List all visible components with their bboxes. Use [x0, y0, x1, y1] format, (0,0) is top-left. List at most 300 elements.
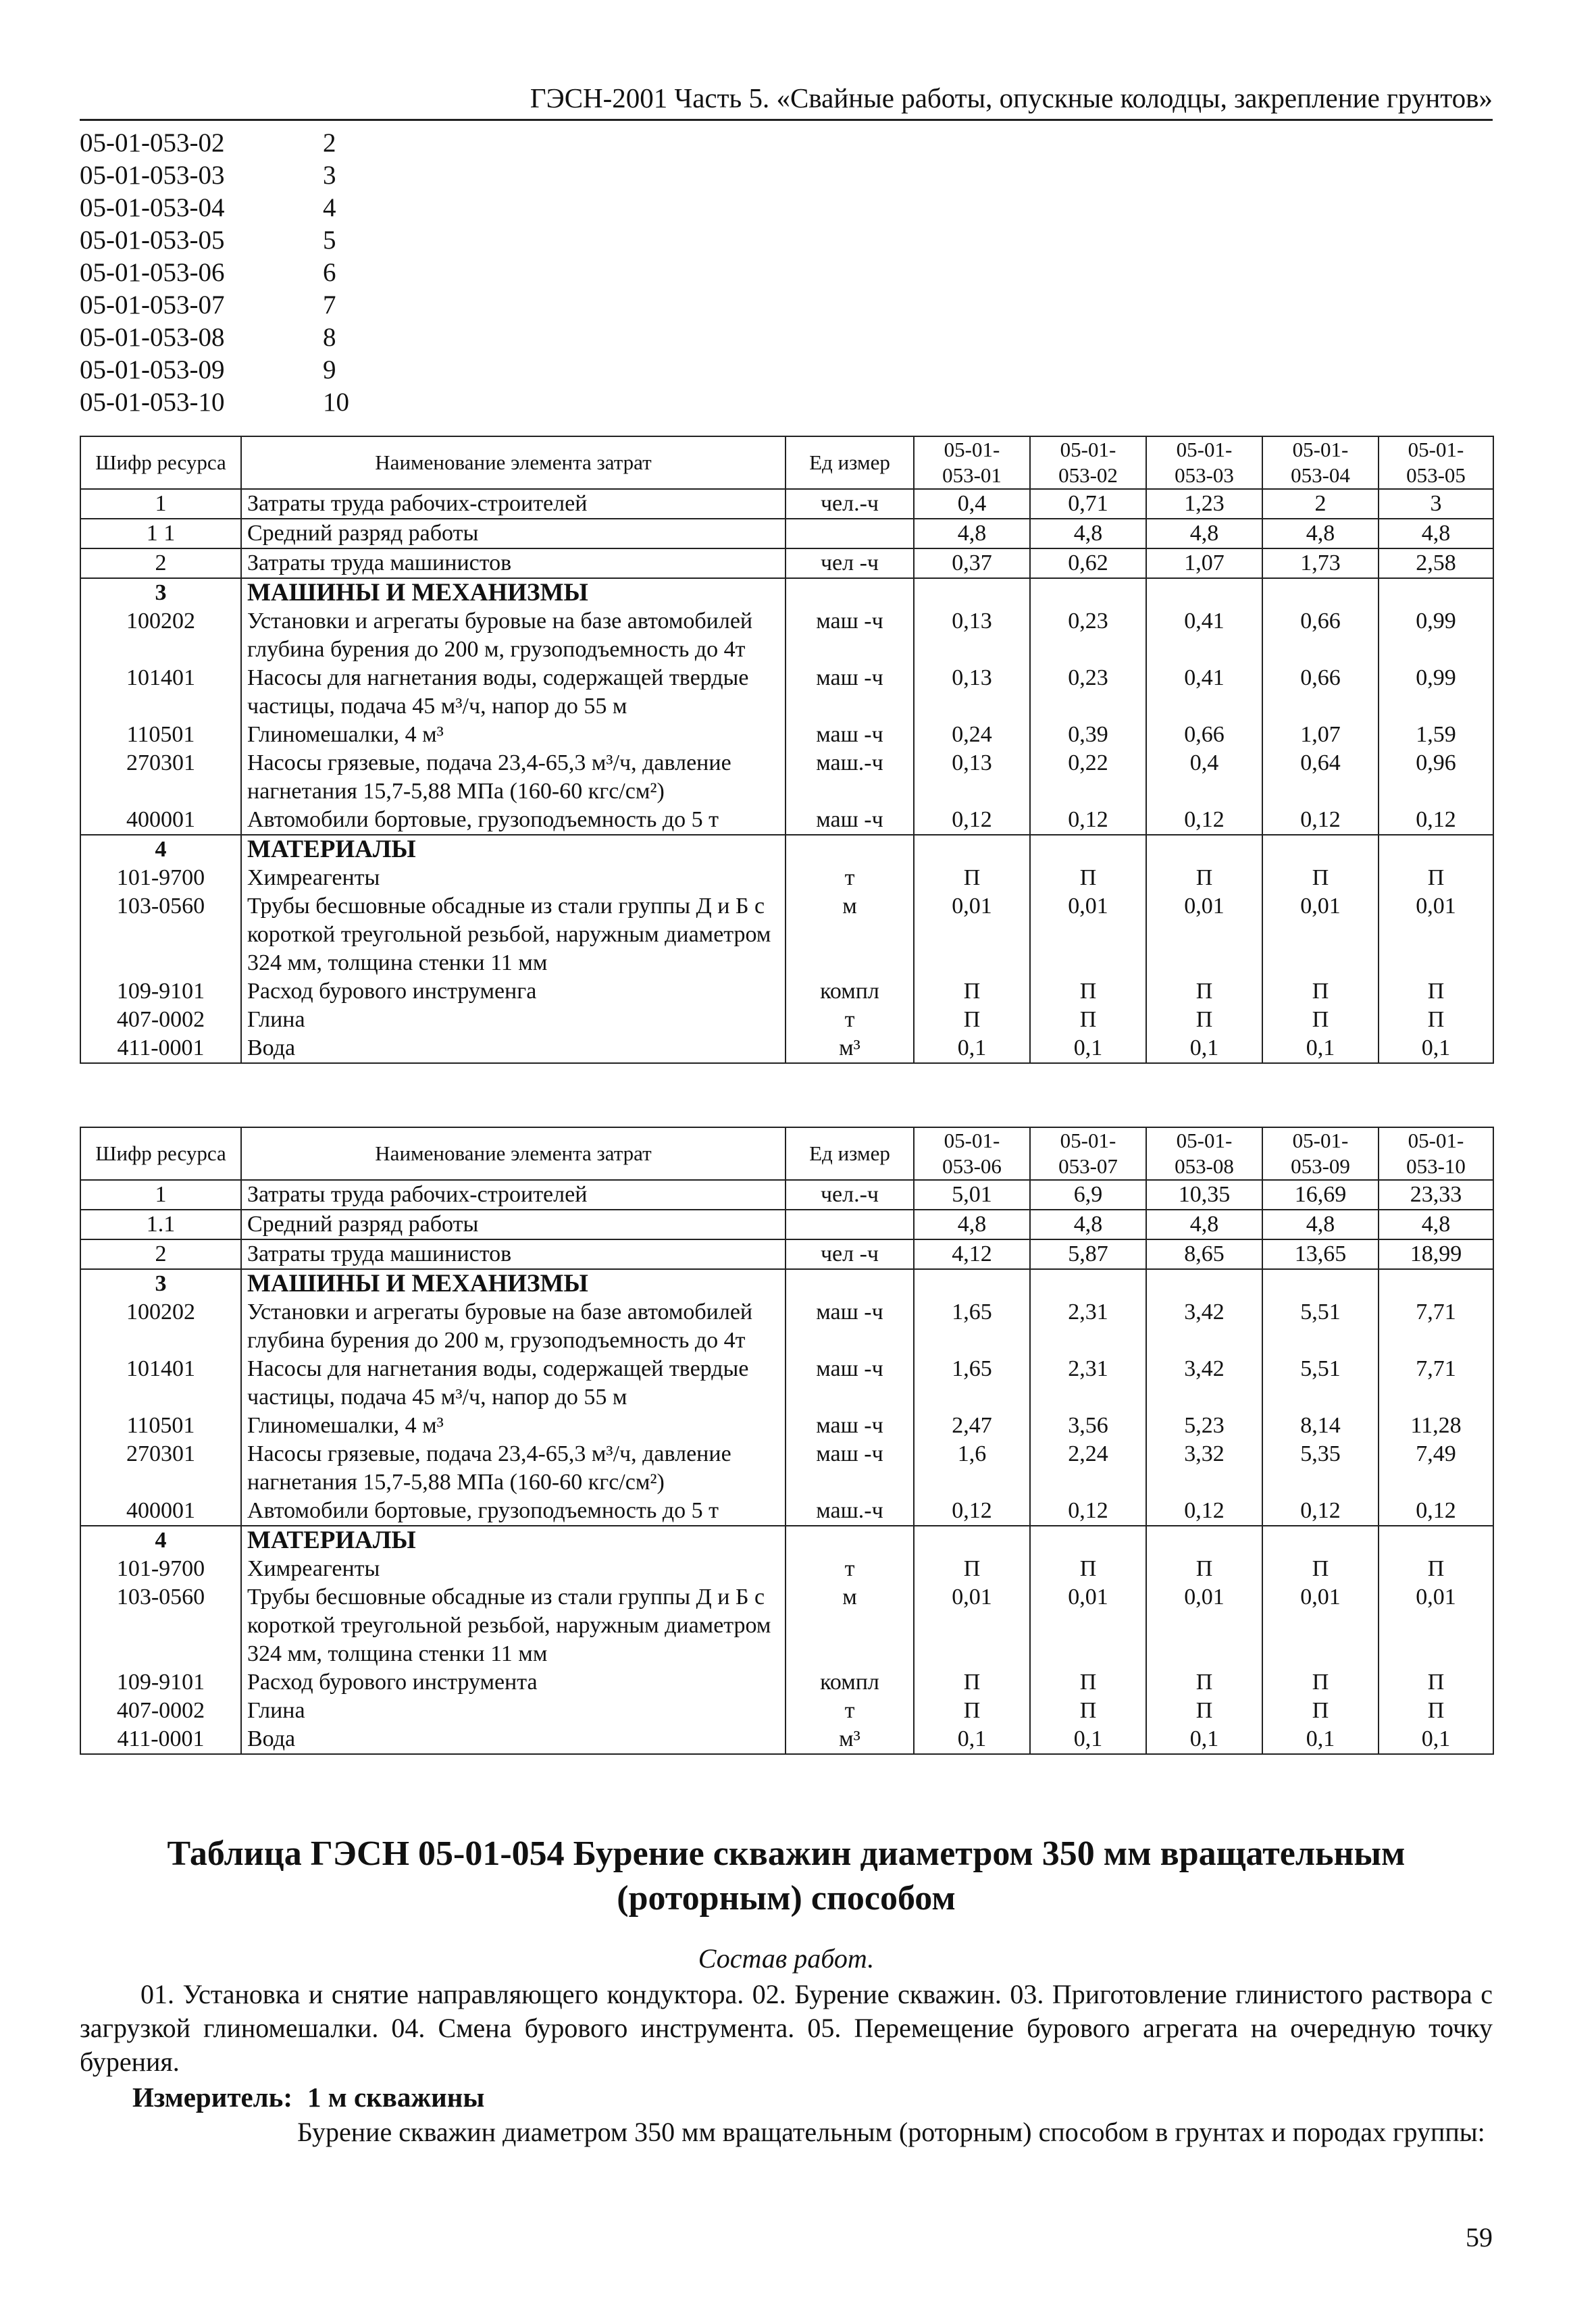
unit-of-measure: [786, 1210, 914, 1239]
cost-element-name: МАШИНЫ И МЕХАНИЗМЫ: [241, 1269, 786, 1298]
cost-element-name: Глина: [241, 1006, 786, 1034]
unit-of-measure: чел.-ч: [786, 489, 914, 519]
code-list-item: [80, 386, 377, 419]
unit-of-measure: т: [786, 1555, 914, 1583]
header-norm-code-line: 053-07: [1058, 1154, 1118, 1178]
norm-value: 0,13: [914, 607, 1030, 664]
resource-code: 411-0001: [80, 1034, 241, 1063]
norm-value: П: [1379, 1668, 1493, 1697]
norm-value: 0,01: [914, 892, 1030, 977]
cost-element-name: Вода: [241, 1034, 786, 1063]
table-row: [80, 1355, 1493, 1412]
table-row: [80, 835, 1493, 864]
unit-of-measure: т: [786, 864, 914, 892]
composition-text: 01. Установка и снятие направляющего кондуктора. 02. Бурение скважин. 03. Приготовление глинистого раствора с загрузкой глиномешалки. 04. Смена бурового инструмента. 05. Перемещение бурового агрегата на очередную точку бурения.: [80, 1979, 1493, 2077]
norm-value: 13,65: [1262, 1239, 1379, 1269]
unit-of-measure: м³: [786, 1034, 914, 1063]
unit-of-measure: компл: [786, 977, 914, 1006]
norm-value: 8,65: [1146, 1239, 1262, 1269]
table-row: [80, 1269, 1493, 1298]
norm-value: П: [1262, 1555, 1379, 1583]
header-norm-code-line: 053-10: [1406, 1154, 1466, 1178]
norm-value: 0,01: [1262, 892, 1379, 977]
norm-value: 0,96: [1379, 749, 1493, 806]
norm-value: П: [1030, 1668, 1146, 1697]
norm-value: 0,41: [1146, 664, 1262, 721]
code-list: [80, 127, 377, 419]
norm-value: 4,8: [1030, 519, 1146, 548]
norm-value: П: [1262, 1668, 1379, 1697]
norm-value: 0,12: [1379, 806, 1493, 835]
norm-value: 1,6: [914, 1440, 1030, 1497]
norm-value: 1,65: [914, 1355, 1030, 1412]
resource-code: 1: [80, 1180, 241, 1210]
norm-value: 0,66: [1262, 607, 1379, 664]
norm-value: 0,64: [1262, 749, 1379, 806]
unit-of-measure: маш -ч: [786, 664, 914, 721]
norm-value: 5,01: [914, 1180, 1030, 1210]
header-norm-code: [1262, 436, 1379, 489]
resource-code: 101401: [80, 664, 241, 721]
table-row: [80, 1697, 1493, 1725]
norm-value: 2: [1262, 489, 1379, 519]
unit-of-measure: чел -ч: [786, 1239, 914, 1269]
header-norm-code-line: 053-05: [1406, 463, 1466, 487]
cost-element-name: Вода: [241, 1725, 786, 1754]
norm-value: П: [1030, 864, 1146, 892]
norm-value: 7,71: [1379, 1355, 1493, 1412]
resource-code: 3: [80, 578, 241, 607]
norm-value: 0,1: [1030, 1034, 1146, 1063]
norm-value: П: [914, 1006, 1030, 1034]
norm-value: 0,1: [914, 1725, 1030, 1754]
norm-value: [1146, 578, 1262, 607]
header-row: [80, 1127, 1493, 1180]
norm-value: 3,56: [1030, 1412, 1146, 1440]
header-norm-code-line: 053-09: [1291, 1154, 1350, 1178]
resource-table-1: [80, 436, 1494, 1064]
page-number: 59: [1466, 2222, 1493, 2253]
resource-code: 103-0560: [80, 892, 241, 977]
cost-element-name: Насосы для нагнетания воды, содержащей твердые частицы, подача 45 м³/ч, напор до 55 м: [241, 1355, 786, 1412]
resource-code: 100202: [80, 607, 241, 664]
code-list-code: 05-01-053-06: [80, 258, 225, 287]
norm-value: 11,28: [1379, 1412, 1493, 1440]
norm-value: 0,12: [914, 1497, 1030, 1526]
unit-of-measure: т: [786, 1697, 914, 1725]
norm-value: 0,99: [1379, 607, 1493, 664]
resource-code: 110501: [80, 721, 241, 749]
unit-of-measure: м: [786, 1583, 914, 1668]
resource-code: 4: [80, 835, 241, 864]
table-row: [80, 1555, 1493, 1583]
cost-element-name: Средний разряд работы: [241, 519, 786, 548]
code-list-item: [80, 127, 377, 159]
header-unit: Ед измер: [786, 1127, 914, 1180]
code-list-number: 3: [323, 161, 336, 190]
table-row: [80, 1210, 1493, 1239]
norm-value: П: [1146, 1697, 1262, 1725]
code-list-code: 05-01-053-02: [80, 128, 225, 157]
header-norm-code-line: 05-01-: [1292, 1129, 1349, 1152]
norm-value: 0,12: [1146, 806, 1262, 835]
code-list-number: 7: [323, 290, 336, 319]
code-list-item: [80, 257, 377, 289]
cost-element-name: Насосы для нагнетания воды, содержащей твердые частицы, подача 45 м³/ч, напор до 55 м: [241, 664, 786, 721]
norm-value: 10,35: [1146, 1180, 1262, 1210]
header-norm-code-line: 053-03: [1175, 463, 1234, 487]
norm-value: 0,41: [1146, 607, 1262, 664]
unit-of-measure: [786, 1526, 914, 1555]
norm-value: 1,23: [1146, 489, 1262, 519]
unit-of-measure: [786, 835, 914, 864]
norm-value: 0,1: [1379, 1034, 1493, 1063]
unit-of-measure: маш -ч: [786, 806, 914, 835]
norm-value: П: [1379, 977, 1493, 1006]
resource-code: 407-0002: [80, 1697, 241, 1725]
table-row: [80, 1034, 1493, 1063]
norm-value: 0,1: [1030, 1725, 1146, 1754]
table-row: [80, 1440, 1493, 1497]
resource-code: 110501: [80, 1412, 241, 1440]
header-norm-code-line: 053-01: [942, 463, 1002, 487]
table-row: [80, 864, 1493, 892]
unit-of-measure: маш -ч: [786, 607, 914, 664]
header-norm-code: [1262, 1127, 1379, 1180]
norm-value: [1030, 835, 1146, 864]
norm-value: 2,58: [1379, 548, 1493, 578]
header-cost-element: Наименование элемента затрат: [241, 436, 786, 489]
header-norm-code-line: 053-06: [942, 1154, 1002, 1178]
norm-value: 16,69: [1262, 1180, 1379, 1210]
norm-value: П: [914, 864, 1030, 892]
norm-value: [914, 1269, 1030, 1298]
norm-value: П: [1146, 1006, 1262, 1034]
header-norm-code: [1146, 1127, 1262, 1180]
norm-value: 4,8: [1262, 519, 1379, 548]
norm-value: 0,01: [1030, 892, 1146, 977]
norm-value: 1,73: [1262, 548, 1379, 578]
norm-value: 4,12: [914, 1239, 1030, 1269]
norm-value: 1,07: [1262, 721, 1379, 749]
norm-value: П: [1379, 1697, 1493, 1725]
norm-value: П: [1262, 864, 1379, 892]
cost-element-name: МАТЕРИАЛЫ: [241, 835, 786, 864]
norm-value: [1030, 578, 1146, 607]
norm-value: 0,12: [1262, 806, 1379, 835]
norm-value: 5,51: [1262, 1298, 1379, 1355]
table-row: [80, 892, 1493, 977]
table-row: [80, 806, 1493, 835]
norm-value: 0,01: [1030, 1583, 1146, 1668]
cost-element-name: Затраты труда рабочих-строителей: [241, 1180, 786, 1210]
norm-value: П: [1262, 977, 1379, 1006]
norm-value: [1262, 578, 1379, 607]
cost-element-name: МАТЕРИАЛЫ: [241, 1526, 786, 1555]
norm-value: 0,39: [1030, 721, 1146, 749]
norm-value: [1146, 1269, 1262, 1298]
norm-value: 1,07: [1146, 548, 1262, 578]
table-row: [80, 489, 1493, 519]
cost-element-name: Затраты труда рабочих-строителей: [241, 489, 786, 519]
header-norm-code-line: 05-01-: [944, 438, 1000, 461]
norm-value: [914, 578, 1030, 607]
norm-value: 0,71: [1030, 489, 1146, 519]
resource-code: 1: [80, 489, 241, 519]
norm-value: П: [914, 1697, 1030, 1725]
norm-value: [1146, 835, 1262, 864]
norm-value: 0,22: [1030, 749, 1146, 806]
norm-value: 2,31: [1030, 1298, 1146, 1355]
norm-value: 0,1: [1262, 1034, 1379, 1063]
unit-of-measure: маш.-ч: [786, 1497, 914, 1526]
unit-of-measure: м: [786, 892, 914, 977]
resource-code: 400001: [80, 1497, 241, 1526]
code-list-code: 05-01-053-08: [80, 323, 225, 352]
norm-value: 0,1: [1146, 1034, 1262, 1063]
resource-code: 2: [80, 548, 241, 578]
code-list-item: [80, 224, 377, 257]
resource-code: 103-0560: [80, 1583, 241, 1668]
measure-label: Измеритель:: [132, 2082, 293, 2113]
header-norm-code-line: 05-01-: [1176, 1129, 1233, 1152]
table-row: [80, 607, 1493, 664]
unit-of-measure: чел -ч: [786, 548, 914, 578]
code-list-number: 6: [323, 258, 336, 287]
table-row: [80, 1412, 1493, 1440]
cost-element-name: Расход бурового инструмента: [241, 1668, 786, 1697]
norm-value: П: [1379, 1006, 1493, 1034]
table-row: [80, 578, 1493, 607]
cost-element-name: Автомобили бортовые, грузоподъемность до 5 т: [241, 1497, 786, 1526]
description: Бурение скважин диаметром 350 мм вращательным (роторным) способом в грунтах и породах группы:: [297, 2117, 1485, 2147]
unit-of-measure: [786, 578, 914, 607]
norm-value: П: [1146, 1668, 1262, 1697]
code-list-number: 8: [323, 323, 336, 352]
resource-code: 411-0001: [80, 1725, 241, 1754]
table-row: [80, 1298, 1493, 1355]
norm-value: 4,8: [1146, 519, 1262, 548]
norm-value: 0,12: [1030, 1497, 1146, 1526]
norm-value: 4,8: [1379, 1210, 1493, 1239]
norm-value: 4,8: [1146, 1210, 1262, 1239]
norm-value: 0,13: [914, 749, 1030, 806]
header-norm-code: [1379, 1127, 1493, 1180]
code-list-item: [80, 289, 377, 322]
cost-element-name: Химреагенты: [241, 864, 786, 892]
table-row: [80, 749, 1493, 806]
header-norm-code-line: 053-08: [1175, 1154, 1234, 1178]
resource-code: 101401: [80, 1355, 241, 1412]
header-norm-code-line: 05-01-: [1176, 438, 1233, 461]
norm-value: 4,8: [914, 519, 1030, 548]
cost-element-name: Глиномешалки, 4 м³: [241, 1412, 786, 1440]
resource-code: 400001: [80, 806, 241, 835]
cost-element-name: МАШИНЫ И МЕХАНИЗМЫ: [241, 578, 786, 607]
unit-of-measure: маш -ч: [786, 1355, 914, 1412]
header-unit: Ед измер: [786, 436, 914, 489]
header-norm-code: [1030, 1127, 1146, 1180]
norm-value: 0,62: [1030, 548, 1146, 578]
norm-value: 1,59: [1379, 721, 1493, 749]
header-cost-element: Наименование элемента затрат: [241, 1127, 786, 1180]
norm-value: П: [1030, 1697, 1146, 1725]
header-norm-code-line: 053-02: [1058, 463, 1118, 487]
norm-value: 0,12: [914, 806, 1030, 835]
norm-value: 0,66: [1146, 721, 1262, 749]
norm-value: П: [914, 1555, 1030, 1583]
norm-value: 3: [1379, 489, 1493, 519]
resource-code: 109-9101: [80, 977, 241, 1006]
header-norm-code-line: 05-01-: [944, 1129, 1000, 1152]
norm-value: П: [1030, 1555, 1146, 1583]
code-list-code: 05-01-053-07: [80, 290, 225, 319]
resource-code: 1.1: [80, 1210, 241, 1239]
resource-table-2: [80, 1127, 1494, 1755]
norm-value: 0,1: [914, 1034, 1030, 1063]
unit-of-measure: [786, 1269, 914, 1298]
cost-element-name: Глина: [241, 1697, 786, 1725]
norm-value: П: [1146, 1555, 1262, 1583]
cost-element-name: Расход бурового инструменга: [241, 977, 786, 1006]
header-resource-code: Шифр ресурса: [80, 1127, 241, 1180]
code-list-code: 05-01-053-10: [80, 388, 225, 417]
resource-code: 101-9700: [80, 864, 241, 892]
resource-code: 1 1: [80, 519, 241, 548]
norm-value: [1379, 578, 1493, 607]
norm-value: 0,23: [1030, 664, 1146, 721]
norm-value: 7,71: [1379, 1298, 1493, 1355]
code-list-code: 05-01-053-05: [80, 226, 225, 255]
cost-element-name: Автомобили бортовые, грузоподъемность до 5 т: [241, 806, 786, 835]
norm-value: 7,49: [1379, 1440, 1493, 1497]
norm-value: 0,1: [1262, 1725, 1379, 1754]
norm-value: П: [1262, 1697, 1379, 1725]
norm-value: [1262, 835, 1379, 864]
unit-of-measure: маш.-ч: [786, 749, 914, 806]
resource-code: 100202: [80, 1298, 241, 1355]
header-norm-code-line: 05-01-: [1292, 438, 1349, 461]
code-list-number: 2: [323, 128, 336, 157]
norm-value: П: [1262, 1006, 1379, 1034]
norm-value: 0,12: [1379, 1497, 1493, 1526]
norm-value: 0,01: [1379, 1583, 1493, 1668]
norm-value: 0,01: [1379, 892, 1493, 977]
table-row: [80, 1526, 1493, 1555]
composition-heading: Состав работ.: [698, 1943, 875, 1974]
header-norm-code-line: 05-01-: [1408, 1129, 1464, 1152]
code-list-number: 9: [323, 355, 336, 384]
norm-value: 0,66: [1262, 664, 1379, 721]
cost-element-name: Насосы грязевые, подача 23,4-65,3 м³/ч, давление нагнетания 15,7-5,88 МПа (160-60 кгс/см²): [241, 749, 786, 806]
norm-value: 0,01: [1146, 892, 1262, 977]
table-row: [80, 664, 1493, 721]
norm-value: 0,01: [1262, 1583, 1379, 1668]
code-list-number: 10: [323, 388, 349, 417]
cost-element-name: Насосы грязевые, подача 23,4-65,3 м³/ч, давление нагнетания 15,7-5,88 МПа (160-60 кгс/см²): [241, 1440, 786, 1497]
norm-value: 18,99: [1379, 1239, 1493, 1269]
resource-code: 270301: [80, 749, 241, 806]
code-list-item: [80, 322, 377, 354]
norm-value: 0,12: [1030, 806, 1146, 835]
table-title: Таблица ГЭСН 05-01-054 Бурение скважин диаметром 350 мм вращательным (роторным) способом: [167, 1834, 1406, 1918]
norm-value: П: [1379, 864, 1493, 892]
norm-value: [1030, 1526, 1146, 1555]
cost-element-name: Установки и агрегаты буровые на базе автомобилей глубина бурения до 200 м, грузоподъемность до 4т: [241, 607, 786, 664]
norm-value: 0,4: [1146, 749, 1262, 806]
norm-value: 0,01: [914, 1583, 1030, 1668]
norm-value: [914, 1526, 1030, 1555]
cost-element-name: Затраты труда машинистов: [241, 1239, 786, 1269]
norm-value: 2,47: [914, 1412, 1030, 1440]
unit-of-measure: [786, 519, 914, 548]
table-row: [80, 1006, 1493, 1034]
cost-element-name: Трубы бесшовные обсадные из стали группы Д и Б с короткой треугольной резьбой, наружным диаметром 324 мм, толщина стенки 11 мм: [241, 892, 786, 977]
header-norm-code: [914, 436, 1030, 489]
unit-of-measure: маш -ч: [786, 1298, 914, 1355]
norm-value: 3,32: [1146, 1440, 1262, 1497]
norm-value: [1379, 1526, 1493, 1555]
norm-value: 0,99: [1379, 664, 1493, 721]
resource-code: 407-0002: [80, 1006, 241, 1034]
norm-value: [1262, 1526, 1379, 1555]
table-row: [80, 1668, 1493, 1697]
header-norm-code-line: 05-01-: [1060, 438, 1116, 461]
table-header: [80, 436, 1493, 489]
unit-of-measure: компл: [786, 1668, 914, 1697]
code-list-item: [80, 354, 377, 386]
norm-value: 0,4: [914, 489, 1030, 519]
code-list-code: 05-01-053-09: [80, 355, 225, 384]
header-norm-code: [1379, 436, 1493, 489]
cost-element-name: Затраты труда машинистов: [241, 548, 786, 578]
norm-value: [1030, 1269, 1146, 1298]
norm-value: П: [1379, 1555, 1493, 1583]
table-row: [80, 1180, 1493, 1210]
norm-value: 2,31: [1030, 1355, 1146, 1412]
code-list-item: [80, 192, 377, 224]
code-list-number: 5: [323, 226, 336, 255]
norm-value: 0,01: [1146, 1583, 1262, 1668]
norm-value: 4,8: [1379, 519, 1493, 548]
norm-value: 0,12: [1146, 1497, 1262, 1526]
norm-value: 0,13: [914, 664, 1030, 721]
table-row: [80, 1239, 1493, 1269]
resource-code: 270301: [80, 1440, 241, 1497]
norm-value: 0,1: [1379, 1725, 1493, 1754]
norm-value: П: [1146, 864, 1262, 892]
norm-value: 5,87: [1030, 1239, 1146, 1269]
cost-element-name: Установки и агрегаты буровые на базе автомобилей глубина бурения до 200 м, грузоподъемность до 4т: [241, 1298, 786, 1355]
header-resource-code: Шифр ресурса: [80, 436, 241, 489]
norm-value: 5,35: [1262, 1440, 1379, 1497]
unit-of-measure: маш -ч: [786, 1440, 914, 1497]
code-list-code: 05-01-053-03: [80, 161, 225, 190]
norm-value: 23,33: [1379, 1180, 1493, 1210]
table-header: [80, 1127, 1493, 1180]
table-row: [80, 977, 1493, 1006]
norm-value: 8,14: [1262, 1412, 1379, 1440]
unit-of-measure: маш -ч: [786, 1412, 914, 1440]
header-norm-code-line: 05-01-: [1060, 1129, 1116, 1152]
table-row: [80, 1497, 1493, 1526]
norm-value: [1262, 1269, 1379, 1298]
table-row: [80, 1725, 1493, 1754]
norm-value: 0,24: [914, 721, 1030, 749]
cost-element-name: Химреагенты: [241, 1555, 786, 1583]
unit-of-measure: маш -ч: [786, 721, 914, 749]
norm-value: 2,24: [1030, 1440, 1146, 1497]
